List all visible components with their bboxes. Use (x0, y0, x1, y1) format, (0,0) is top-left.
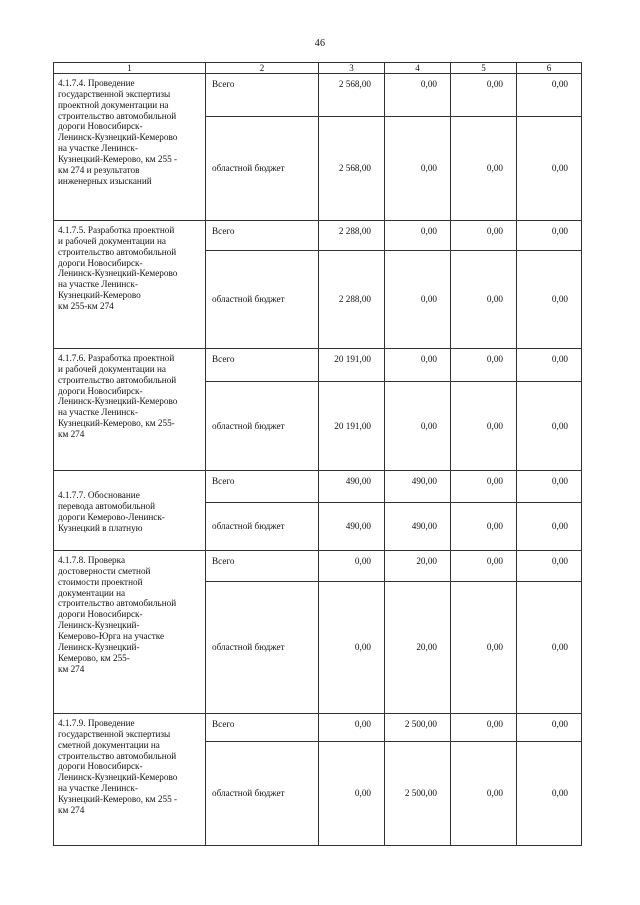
value-col-5: 0,00 (451, 582, 517, 714)
value-col-4: 0,00 (385, 117, 451, 221)
col-header-6: 6 (517, 63, 582, 74)
table-row (54, 551, 582, 582)
value-col-5: 0,00 (451, 471, 517, 503)
value-col-5: 0,00 (451, 551, 517, 582)
funding-source-regional: областной бюджет (206, 503, 319, 551)
measure-description: 4.1.7.8. Проверка достоверности сметной стоимости проектной документации на строительство автомобильной дороги Новосибирск- Ленинск-Кузнецкий- Кемерово-Юрга на участке Ленинск-Кузнецкий- Кемерово, км 255- км 274 (54, 551, 206, 714)
funding-source-total: Всего (206, 551, 319, 582)
value-col-5: 0,00 (451, 714, 517, 742)
value-col-6: 0,00 (517, 221, 582, 251)
value-col-3: 0,00 (319, 714, 385, 742)
value-col-6: 0,00 (517, 582, 582, 714)
value-col-6: 0,00 (517, 471, 582, 503)
value-col-5: 0,00 (451, 251, 517, 349)
table-header (54, 63, 582, 74)
funding-source-total: Всего (206, 349, 319, 382)
col-header-3: 3 (319, 63, 385, 74)
value-col-4: 0,00 (385, 221, 451, 251)
value-col-4: 0,00 (385, 349, 451, 382)
value-col-3: 490,00 (319, 503, 385, 551)
table-row (54, 714, 582, 742)
col-header-5: 5 (451, 63, 517, 74)
value-col-4: 490,00 (385, 471, 451, 503)
funding-source-regional: областной бюджет (206, 382, 319, 471)
funding-source-total: Всего (206, 221, 319, 251)
value-col-5: 0,00 (451, 503, 517, 551)
value-col-6: 0,00 (517, 349, 582, 382)
value-col-6: 0,00 (517, 714, 582, 742)
value-col-6: 0,00 (517, 742, 582, 846)
value-col-4: 2 500,00 (385, 714, 451, 742)
table-row (54, 471, 582, 503)
funding-source-regional: областной бюджет (206, 582, 319, 714)
value-col-3: 0,00 (319, 582, 385, 714)
value-col-6: 0,00 (517, 74, 582, 117)
value-col-5: 0,00 (451, 742, 517, 846)
value-col-4: 490,00 (385, 503, 451, 551)
value-col-3: 2 288,00 (319, 251, 385, 349)
value-col-5: 0,00 (451, 349, 517, 382)
value-col-4: 2 500,00 (385, 742, 451, 846)
value-col-4: 20,00 (385, 582, 451, 714)
value-col-4: 0,00 (385, 74, 451, 117)
value-col-4: 0,00 (385, 251, 451, 349)
funding-source-total: Всего (206, 74, 319, 117)
value-col-5: 0,00 (451, 117, 517, 221)
budget-table (53, 62, 582, 846)
header-row (54, 63, 582, 74)
value-col-3: 0,00 (319, 551, 385, 582)
value-col-3: 2 288,00 (319, 221, 385, 251)
table-row (54, 221, 582, 251)
value-col-4: 20,00 (385, 551, 451, 582)
col-header-4: 4 (385, 63, 451, 74)
value-col-6: 0,00 (517, 117, 582, 221)
table-row (54, 349, 582, 382)
funding-source-regional: областной бюджет (206, 117, 319, 221)
value-col-6: 0,00 (517, 382, 582, 471)
value-col-3: 2 568,00 (319, 74, 385, 117)
value-col-5: 0,00 (451, 382, 517, 471)
page-number: 46 (314, 38, 326, 49)
funding-source-regional: областной бюджет (206, 742, 319, 846)
col-header-1: 1 (54, 63, 206, 74)
value-col-3: 20 191,00 (319, 349, 385, 382)
funding-source-regional: областной бюджет (206, 251, 319, 349)
funding-source-total: Всего (206, 714, 319, 742)
table-body (54, 74, 582, 846)
value-col-5: 0,00 (451, 74, 517, 117)
value-col-6: 0,00 (517, 503, 582, 551)
funding-source-total: Всего (206, 471, 319, 503)
value-col-3: 490,00 (319, 471, 385, 503)
measure-description: 4.1.7.6. Разработка проектной и рабочей документации на строительство автомобильной дороги Новосибирск- Ленинск-Кузнецкий-Кемерово на участке Ленинск- Кузнецкий-Кемерово, км 255- км 274 (54, 349, 206, 471)
measure-description: 4.1.7.9. Проведение государственной экспертизы сметной документации на строительство автомобильной дороги Новосибирск- Ленинск-Кузнецкий-Кемерово на участке Ленинск- Кузнецкий-Кемерово, км 255 - км 274 (54, 714, 206, 846)
value-col-3: 2 568,00 (319, 117, 385, 221)
value-col-3: 20 191,00 (319, 382, 385, 471)
measure-description: 4.1.7.4. Проведение государственной экспертизы проектной документации на строительство автомобильной дороги Новосибирск- Ленинск-Кузнецкий-Кемерово на участке Ленинск- Кузнецкий-Кемерово, км 255 - км 274 и результатов инженерных изысканий (54, 74, 206, 221)
value-col-4: 0,00 (385, 382, 451, 471)
col-header-2: 2 (206, 63, 319, 74)
measure-description: 4.1.7.5. Разработка проектной и рабочей документации на строительство автомобильной дороги Новосибирск- Ленинск-Кузнецкий-Кемерово на участке Ленинск- Кузнецкий-Кемерово км 255-км 274 (54, 221, 206, 349)
value-col-5: 0,00 (451, 221, 517, 251)
table-row (54, 74, 582, 117)
value-col-6: 0,00 (517, 551, 582, 582)
measure-description: 4.1.7.7. Обоснование перевода автомобильной дороги Кемерово-Ленинск- Кузнецкий в платную (54, 471, 206, 551)
value-col-6: 0,00 (517, 251, 582, 349)
value-col-3: 0,00 (319, 742, 385, 846)
